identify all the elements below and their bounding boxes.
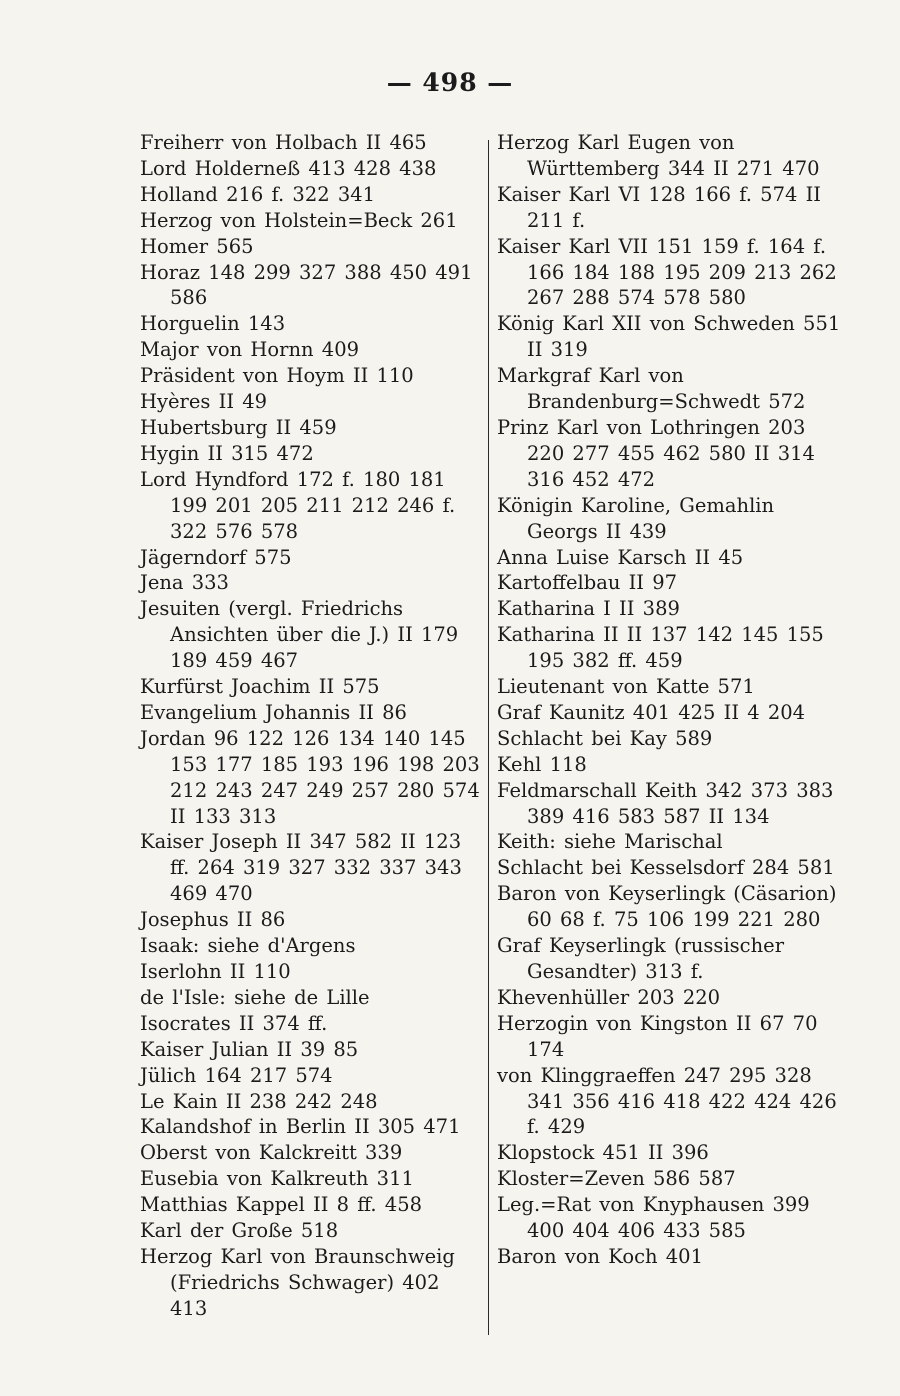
index-entry: Karl der Große 518 bbox=[140, 1219, 339, 1243]
index-entry: Khevenhüller 203 220 bbox=[497, 985, 721, 1009]
index-entry: Graf Kaunitz 401 425 II 4 204 bbox=[497, 700, 806, 724]
index-entry: Katharina II II 137 142 145 155 195 382 ff. 459 bbox=[497, 623, 824, 673]
index-entry: Major von Hornn 409 bbox=[140, 338, 360, 362]
index-entry: Lieutenant von Katte 571 bbox=[497, 675, 755, 699]
index-entry: Oberst von Kalckreitt 339 bbox=[140, 1141, 403, 1165]
index-entry: Baron von Koch 401 bbox=[497, 1244, 703, 1268]
index-entry: Kaiser Joseph II 347 582 II 123 ff. 264 319 327 332 337 343 469 470 bbox=[140, 830, 462, 906]
index-entry: Kaiser Karl VII 151 159 f. 164 f. 166 184 188 195 209 213 262 267 288 574 578 580 bbox=[497, 234, 837, 310]
index-entry: Le Kain II 238 242 248 bbox=[140, 1089, 378, 1113]
index-entry: Jordan 96 122 126 134 140 145 153 177 185 193 196 198 203 212 243 247 249 257 280 574 II 133 313 bbox=[140, 726, 480, 828]
index-entry: Horguelin 143 bbox=[140, 312, 286, 336]
index-entry: Kaiser Julian II 39 85 bbox=[140, 1037, 359, 1061]
index-entry: Herzog Karl Eugen von Württemberg 344 II 271 470 bbox=[497, 131, 820, 180]
index-entry: Homer 565 bbox=[140, 234, 254, 258]
index-entry: Hyères II 49 bbox=[140, 390, 268, 414]
index-entry: Lord Hyndford 172 f. 180 181 199 201 205 211 212 246 f. 322 576 578 bbox=[140, 467, 456, 543]
index-entry: Keith: siehe Marischal bbox=[497, 830, 723, 854]
index-entry: Hygin II 315 472 bbox=[140, 441, 314, 465]
index-entry: Klopstock 451 II 396 bbox=[497, 1141, 709, 1165]
index-entry: Herzog Karl von Braunschweig (Friedrichs Schwager) 402 413 bbox=[140, 1244, 455, 1320]
index-entry: Lord Holderneß 413 428 438 bbox=[140, 156, 437, 180]
index-entry: Markgraf Karl von Brandenburg=Schwedt 572 bbox=[497, 364, 806, 414]
index-entry: Freiherr von Holbach II 465 bbox=[140, 131, 427, 154]
index-entry: König Karl XII von Schweden 551 II 319 bbox=[497, 312, 841, 362]
index-entry: Hubertsburg II 459 bbox=[140, 415, 337, 439]
index-entry: Isaak: siehe d'Argens bbox=[140, 934, 356, 958]
index-entry: Matthias Kappel II 8 ff. 458 bbox=[140, 1193, 423, 1217]
index-entry: Schlacht bei Kesselsdorf 284 581 bbox=[497, 856, 835, 880]
index-entry: Eusebia von Kalkreuth 311 bbox=[140, 1167, 414, 1191]
index-column-right bbox=[497, 130, 842, 1270]
index-entry: Kloster=Zeven 586 587 bbox=[497, 1167, 736, 1191]
column-divider bbox=[488, 140, 489, 1335]
index-entry: Feldmarschall Keith 342 373 383 389 416 583 587 II 134 bbox=[497, 778, 834, 828]
index-entry: Evangelium Johannis II 86 bbox=[140, 700, 407, 724]
index-entry: Jena 333 bbox=[140, 571, 229, 595]
index-entry: Kalandshof in Berlin II 305 471 bbox=[140, 1115, 461, 1139]
index-entry: Katharina I II 389 bbox=[497, 597, 680, 621]
index-entry: Iserlohn II 110 bbox=[140, 960, 291, 983]
index-entry: Jülich 164 217 574 bbox=[140, 1063, 333, 1087]
index-entry: Jägerndorf 575 bbox=[140, 545, 292, 569]
index-entry: von Klinggraeffen 247 295 328 341 356 416 418 422 424 426 f. 429 bbox=[497, 1063, 837, 1139]
index-entry: Präsident von Hoym II 110 bbox=[140, 364, 414, 388]
index-entry: Kartoffelbau II 97 bbox=[497, 571, 678, 595]
index-entry: Graf Keyserlingk (russischer Gesandter) 313 f. bbox=[497, 934, 785, 983]
index-entry: Herzog von Holstein=Beck 261 bbox=[140, 208, 458, 232]
index-entry: Isocrates II 374 ff. bbox=[140, 1011, 328, 1035]
index-entry: Prinz Karl von Lothringen 203 220 277 455 462 580 II 314 316 452 472 bbox=[497, 415, 815, 491]
index-entry: Jesuiten (vergl. Friedrichs Ansichten über die J.) II 179 189 459 467 bbox=[140, 597, 459, 673]
index-entry: Herzogin von Kingston II 67 70 174 bbox=[497, 1011, 818, 1061]
index-entry: Kurfürst Joachim II 575 bbox=[140, 675, 380, 699]
index-entry: Kehl 118 bbox=[497, 752, 587, 776]
index-entry: Königin Karoline, Gemahlin Georgs II 439 bbox=[497, 493, 775, 543]
index-entry: Leg.=Rat von Knyphausen 399 400 404 406 433 585 bbox=[497, 1193, 810, 1243]
index-entry: de l'Isle: siehe de Lille bbox=[140, 985, 370, 1009]
index-entry: Baron von Keyserlingk (Cäsarion) 60 68 f. 75 106 199 221 280 bbox=[497, 882, 837, 932]
page-number: — 498 — bbox=[386, 68, 514, 97]
index-entry: Anna Luise Karsch II 45 bbox=[497, 545, 744, 569]
index-entry: Josephus II 86 bbox=[140, 908, 286, 932]
index-entry: Holland 216 f. 322 341 bbox=[140, 182, 376, 206]
index-entry: Horaz 148 299 327 388 450 491 586 bbox=[140, 260, 473, 310]
index-entry: Schlacht bei Kay 589 bbox=[497, 726, 713, 750]
index-entry: Kaiser Karl VI 128 166 f. 574 II 211 f. bbox=[497, 182, 822, 232]
index-column-left bbox=[140, 130, 480, 1322]
